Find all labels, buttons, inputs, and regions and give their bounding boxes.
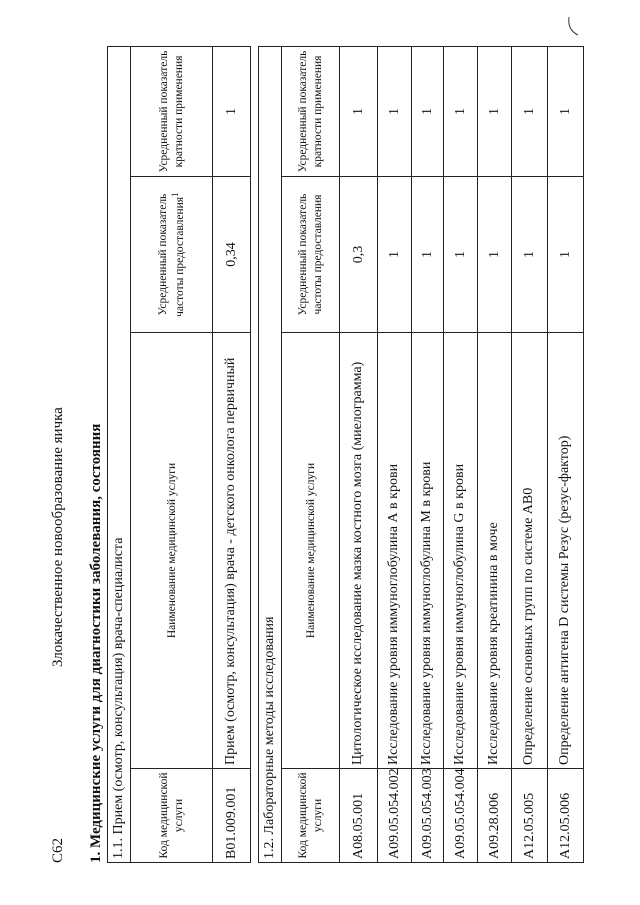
header-multiplicity: Усредненный показатель кратности применения	[282, 46, 340, 176]
table-row	[512, 46, 548, 862]
frequency-value: 1	[444, 177, 478, 333]
service-name: Исследование уровня иммуноглобулина G в крови	[444, 333, 478, 769]
service-code: A09.05.054.003	[412, 769, 444, 863]
service-code: A12.05.005	[512, 769, 548, 863]
service-name: Прием (осмотр, консультация) врача - детского онколога первичный	[213, 333, 251, 769]
multiplicity-value: 1	[378, 46, 412, 176]
section-title: 1. Медицинские услуги для диагностики заболевания, состояния	[88, 423, 104, 863]
disease-code: C62	[50, 837, 66, 863]
frequency-value: 1	[548, 177, 584, 333]
multiplicity-value: 1	[412, 46, 444, 176]
table-row	[412, 46, 444, 862]
header-frequency: Усредненный показатель частоты предоставления$^1$	[131, 177, 213, 333]
header-name: Наименование медицинской услуги	[131, 333, 213, 769]
table-row	[478, 46, 512, 862]
table-row	[340, 46, 378, 862]
pen-mark	[566, 15, 580, 37]
laboratory-table	[258, 46, 584, 863]
multiplicity-value: 1	[340, 46, 378, 176]
header-code: Код медицинской услуги	[282, 769, 340, 863]
frequency-value: 1	[512, 177, 548, 333]
header-code: Код медицинской услуги	[131, 769, 213, 863]
multiplicity-value: 1	[478, 46, 512, 176]
service-name: Цитологическое исследование мазка костного мозга (миелограмма)	[340, 333, 378, 769]
footnote-mark: 1	[170, 192, 182, 197]
service-name: Исследование уровня иммуноглобулина А в крови	[378, 333, 412, 769]
service-name: Исследование уровня креатинина в моче	[478, 333, 512, 769]
header-frequency: Усредненный показатель частоты предоставления	[282, 177, 340, 333]
table-row	[548, 46, 584, 862]
multiplicity-value: 1	[213, 46, 251, 176]
service-code: A09.28.006	[478, 769, 512, 863]
multiplicity-value: 1	[444, 46, 478, 176]
frequency-value: 0,3	[340, 177, 378, 333]
table-row	[444, 46, 478, 862]
multiplicity-value: 1	[512, 46, 548, 176]
frequency-value: 0,34	[213, 177, 251, 333]
frequency-value: 1	[478, 177, 512, 333]
service-name: Исследование уровня иммуноглобулина M в крови	[412, 333, 444, 769]
service-code: B01.009.001	[213, 769, 251, 863]
table-caption: 1.1. Прием (осмотр, консультация) врача-специалиста	[108, 46, 131, 862]
header-name: Наименование медицинской услуги	[282, 333, 340, 769]
frequency-value: 1	[412, 177, 444, 333]
header-multiplicity: Усредненный показатель кратности применения	[131, 46, 213, 176]
frequency-value: 1	[378, 177, 412, 333]
table-row	[378, 46, 412, 862]
disease-title: Злокачественное новообразование яичка	[50, 407, 66, 667]
service-code: A09.05.054.004	[444, 769, 478, 863]
consultation-table	[107, 46, 251, 863]
service-name: Определение антигена D системы Резус (резус-фактор)	[548, 333, 584, 769]
table-caption: 1.2. Лабораторные методы исследования	[259, 46, 282, 862]
multiplicity-value: 1	[548, 46, 584, 176]
service-name: Определение основных групп по системе AB0	[512, 333, 548, 769]
service-code: A09.05.054.002	[378, 769, 412, 863]
service-code: A08.05.001	[340, 769, 378, 863]
service-code: A12.05.006	[548, 769, 584, 863]
table-row	[213, 46, 251, 862]
